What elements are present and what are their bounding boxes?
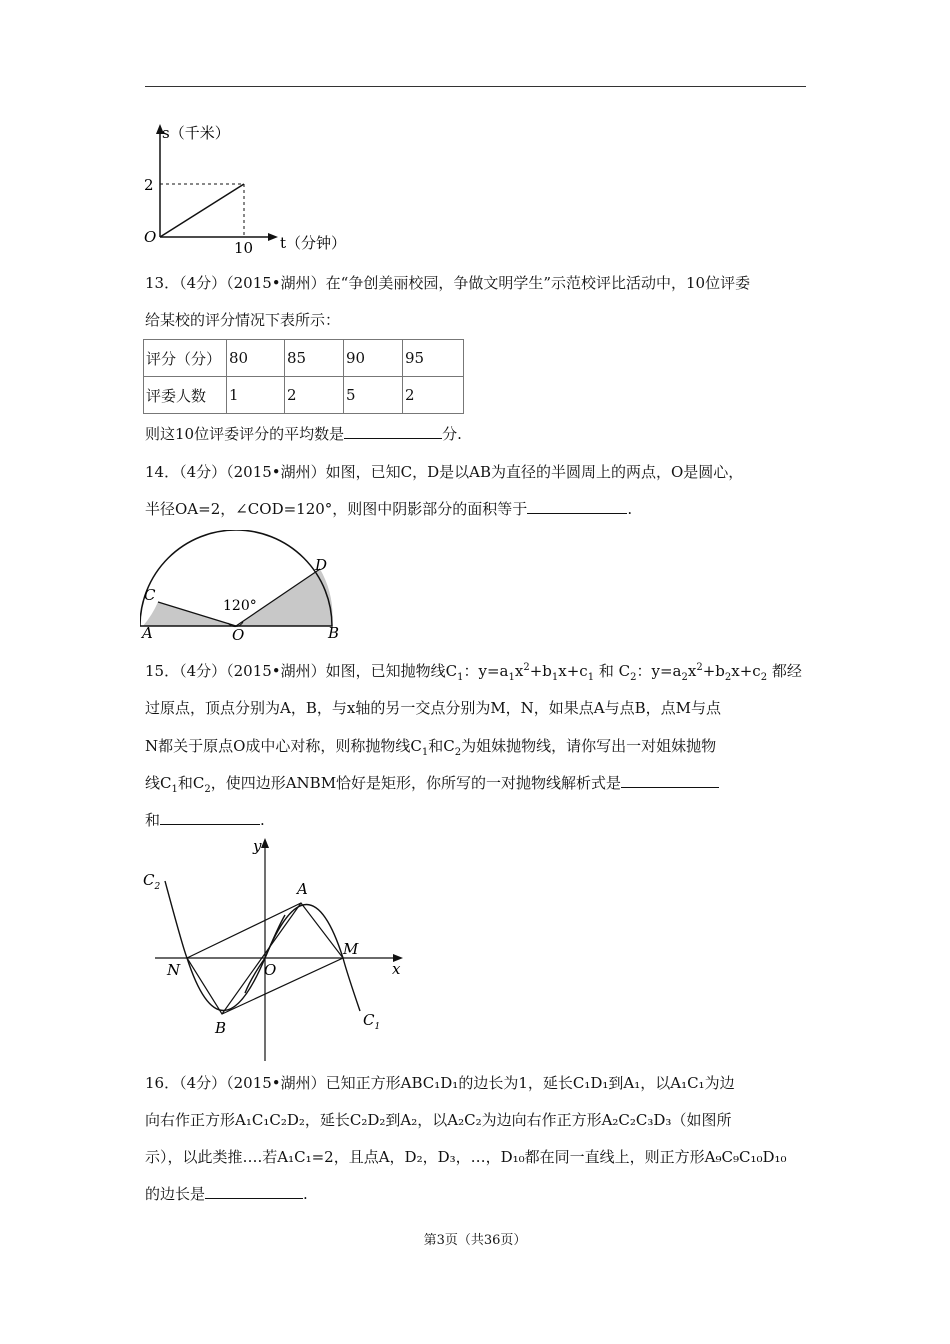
q15-line2: 过原点，顶点分别为A，B，与x轴的另一交点分别为M，N，如果点A与点B，点M与点 <box>145 699 722 717</box>
table-cell: 1 <box>227 377 285 414</box>
label-y: y <box>253 837 262 855</box>
label-N: N <box>167 961 181 979</box>
x-label: t（分钟） <box>280 234 347 252</box>
q13-line1: 13．（4分）（2015•湖州）在“争创美丽校园，争做文明学生”示范校评比活动中，10位评委 <box>145 274 751 292</box>
label-A: A <box>297 880 308 898</box>
table-cell: 2 <box>285 377 344 414</box>
x-tick: 10 <box>234 239 254 255</box>
label-x: x <box>392 960 401 978</box>
parabola-figure <box>135 833 410 1063</box>
answer-blank[interactable] <box>621 773 719 788</box>
q16-line1: 16．（4分）（2015•湖州）已知正方形ABC₁D₁的边长为1，延长C₁D₁到A₁，以A₁C₁为边 <box>145 1074 735 1092</box>
table-cell: 80 <box>227 340 285 377</box>
label-A: A <box>142 624 153 642</box>
score-table <box>143 339 464 414</box>
y-label: s（千米） <box>162 124 230 142</box>
table-cell: 评委人数 <box>144 377 227 414</box>
answer-blank[interactable] <box>205 1184 303 1199</box>
table-row <box>144 340 464 377</box>
label-C: C <box>144 586 156 604</box>
y-tick: 2 <box>144 176 154 194</box>
table-cell: 5 <box>344 377 403 414</box>
label-D: D <box>315 556 328 574</box>
q16-line2: 向右作正方形A₁C₁C₂D₂，延长C₂D₂到A₂，以A₂C₂为边向右作正方形A₂C₂C₃D₃（如图所 <box>145 1111 732 1129</box>
label-C2: $C_2$ <box>143 871 161 892</box>
y-axis-arrow <box>261 838 269 848</box>
table-cell: 2 <box>403 377 464 414</box>
header-rule <box>145 86 806 87</box>
parabola-C2 <box>165 881 285 1011</box>
q14-line2: 半径OA=2，∠COD=120°，则图中阴影部分的面积等于 . <box>145 500 633 518</box>
table-row <box>144 377 464 414</box>
q13-answer: 则这10位评委评分的平均数是 分. <box>145 425 462 443</box>
label-O: O <box>264 961 277 979</box>
graph-line <box>160 184 244 237</box>
q15-line1: 15．（4分）（2015•湖州）如图，已知抛物线$C_1$：$y=a_1x^2+b_1x+c_1$ 和 $C_2$：$y=a_2x^2+b_2x+c_2$ 都经 <box>145 662 802 683</box>
answer-blank[interactable] <box>344 424 442 439</box>
q14-line1: 14．（4分）（2015•湖州）如图，已知C，D是以AB为直径的半圆周上的两点，O是圆心， <box>145 463 744 481</box>
q16-line4: 的边长是 . <box>145 1185 308 1203</box>
x-axis-arrow <box>268 233 278 241</box>
label-B: B <box>328 624 340 642</box>
distance-time-graph <box>140 120 350 255</box>
answer-blank[interactable] <box>160 810 260 825</box>
angle-label: 120° <box>223 598 257 614</box>
table-cell: 95 <box>403 340 464 377</box>
table-cell: 85 <box>285 340 344 377</box>
semicircle-figure <box>140 530 350 645</box>
label-B: B <box>215 1019 227 1037</box>
q15-line5: 和 . <box>145 811 265 829</box>
label-M: M <box>343 940 359 958</box>
q15-line3: N都关于原点O成中心对称，则称抛物线$C_1$和$C_2$为姐妹抛物线，请你写出一对姐妹抛物 <box>145 737 717 758</box>
table-cell: 90 <box>344 340 403 377</box>
label-O: O <box>232 626 245 644</box>
label-C1: $C_1$ <box>363 1011 381 1032</box>
q15-line4: 线$C_1$和$C_2$，使四边形ANBM恰好是矩形，你所写的一对抛物线解析式是 <box>145 773 719 793</box>
answer-blank[interactable] <box>527 499 627 514</box>
q16-line3: 示），以此类推….若A₁C₁=2，且点A，D₂，D₃，…，D₁₀都在同一直线上，则正方形A₉C₉C₁₀D₁₀ <box>145 1148 787 1166</box>
q13-line2: 给某校的评分情况下表所示： <box>145 311 341 329</box>
origin-label: O <box>144 228 157 246</box>
table-cell: 评分（分） <box>144 340 227 377</box>
page-footer: 第3页（共36页） <box>423 1233 527 1248</box>
